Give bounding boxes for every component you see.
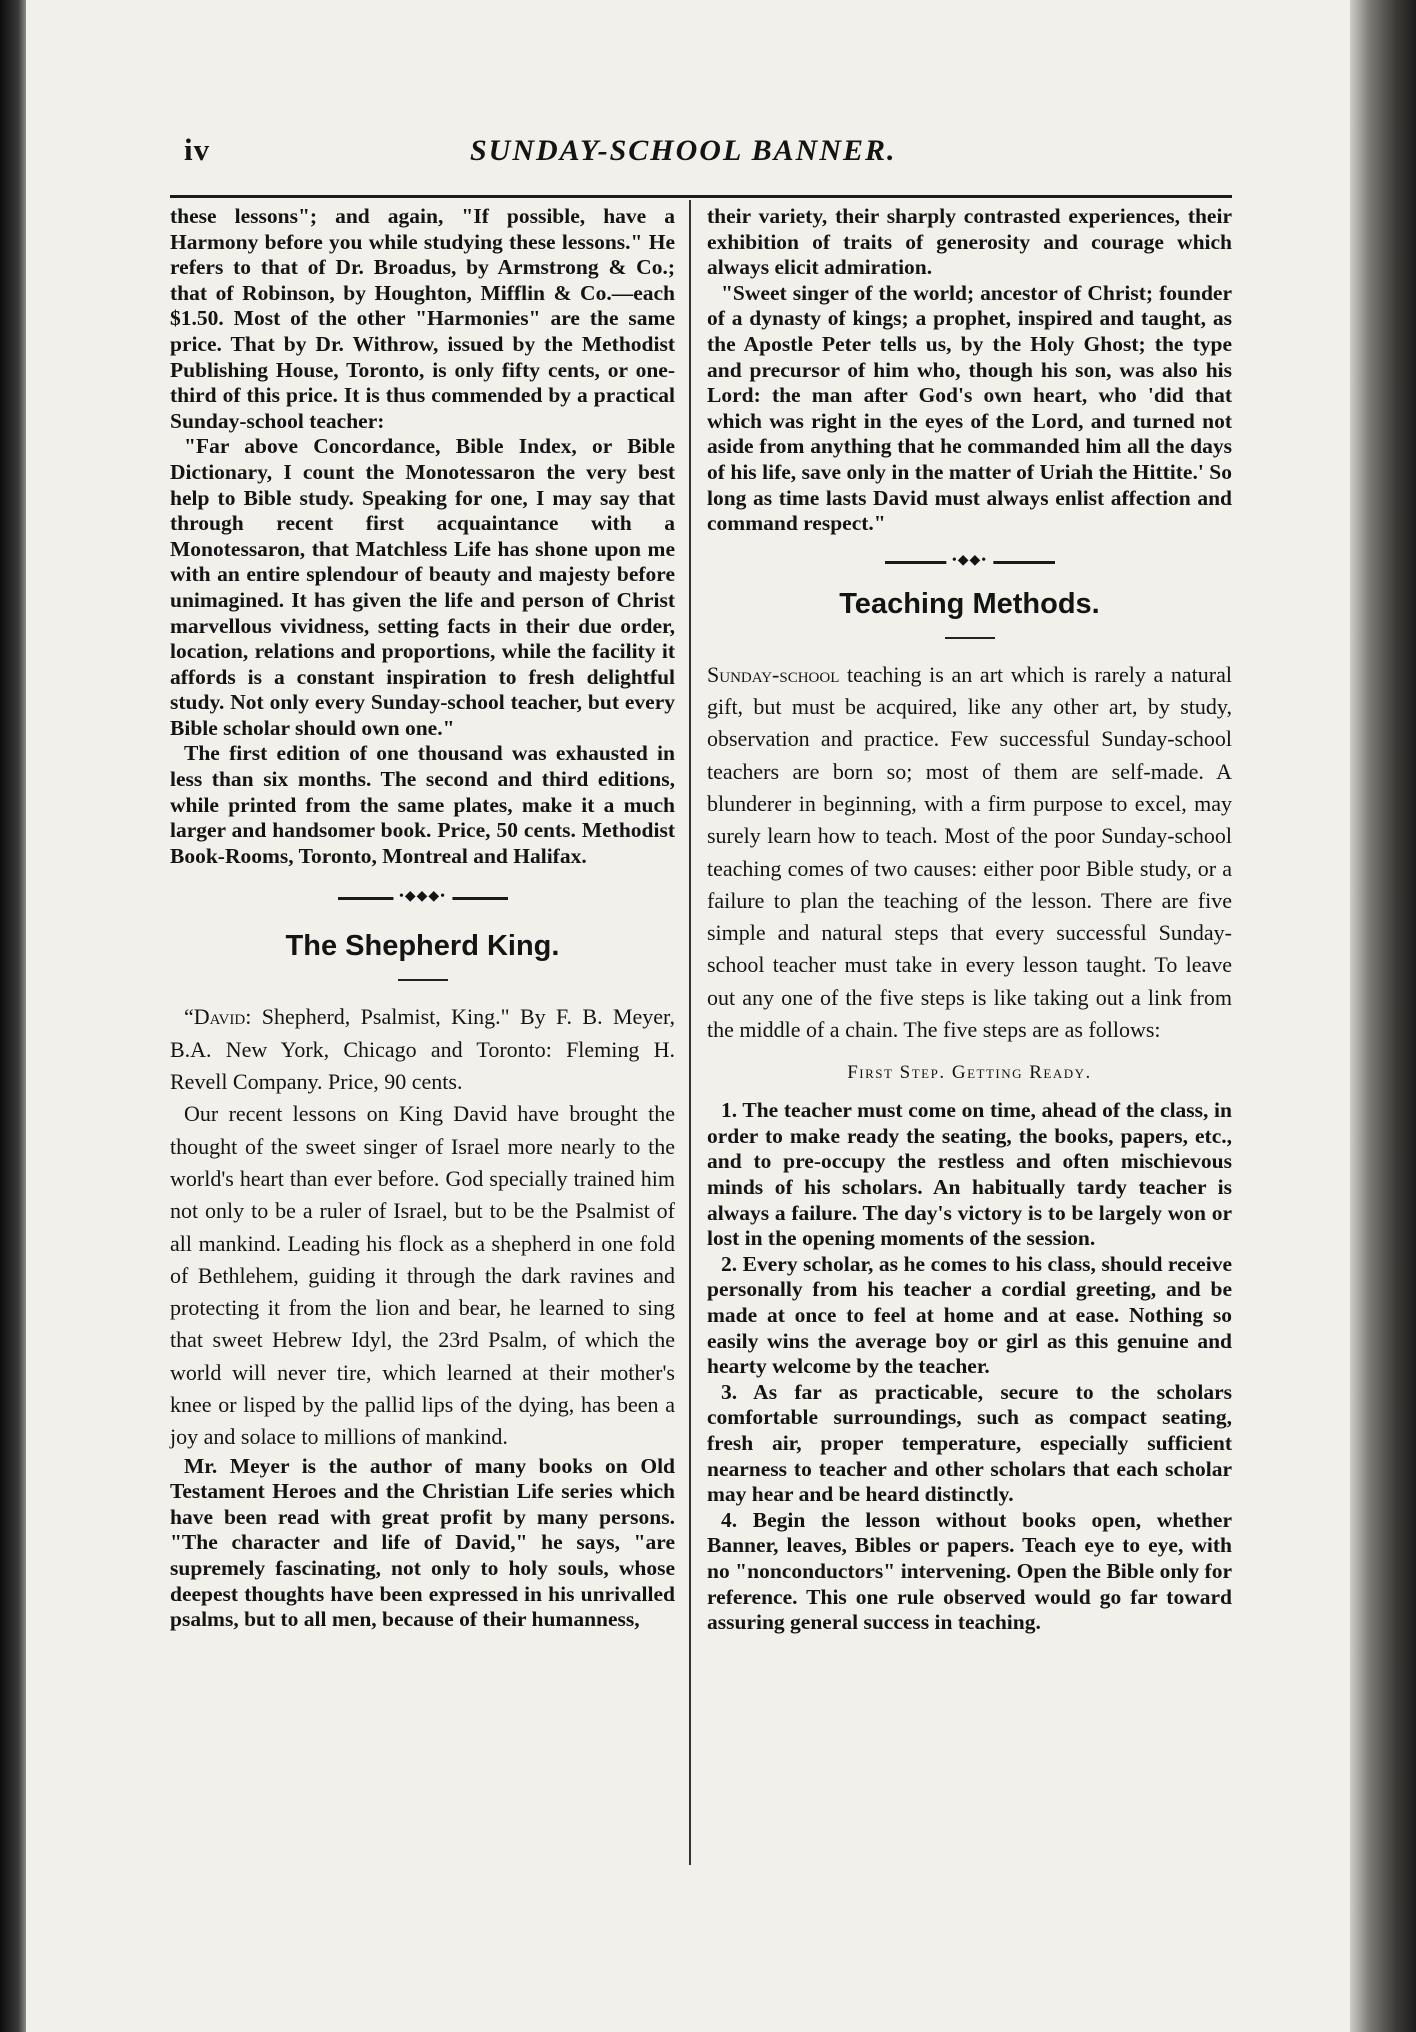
paragraph: Mr. Meyer is the author of many books on Old Testament Heroes and the Christian Life series which have been read with great profit by many persons. "The character and life of David," he says, "are supremely fascinating, not only to holy souls, whose deepest thoughts have been expressed in his unrivalled psalms, but to all men, because of their humanness, (170, 1453, 675, 1632)
quoted-paragraph: "Far above Concordance, Bible Index, or Bible Dictionary, I count the Monotessaron the very best help to Bible study. Speaking for one, I may say that through recent first acquaintance with a Monotessaron, that Matchless Life has shone upon me with an entire splendour of beauty and majesty before unimagined. It has given the life and person of Christ marvellous vividness, setting facts in their due order, location, relations and proportions, while the facility it affords is a constant inspiration to fresh delightful study. Not only every Sunday-school teacher, but every Bible scholar should own one." (170, 434, 675, 740)
right-column (707, 204, 1232, 1636)
intro-text: teaching is an art which is rarely a natural gift, but must be acquired, like any other art, by study, observation and practice. Few successful Sunday-school teachers are born so; most of them are self-made. A blunderer in beginning, with a firm purpose to excel, may surely learn how to teach. Most of the poor Sunday-school teaching comes of two causes: either poor Bible study, or a failure to plan the teaching of the lesson. There are five simple and natural steps that every successful Sunday-school teacher must take in every lesson taught. To leave out any one of the five steps is like taking out a link from the middle of a chain. The five steps are as follows: (707, 661, 1232, 1042)
sub-heading-first-step: First Step. Getting Ready. (847, 1062, 1092, 1084)
paragraph: The first edition of one thousand was exhausted in less than six months. The second and third editions, while printed from the same plates, make it a much larger and handsomer book. Price, 50 cents. Methodist Book-Rooms, Toronto, Montreal and Halifax. (170, 741, 675, 868)
section-title-shepherd-king: The Shepherd King. (285, 930, 560, 963)
header-rule (170, 195, 1232, 198)
scan-right-edge (1350, 0, 1416, 2032)
divider-ornament: •◆◆◆• (393, 885, 452, 909)
column-rule (689, 200, 691, 1865)
title-underline (398, 979, 448, 981)
divider-ornament: •◆◆• (946, 549, 993, 573)
intro-smallcaps: Sunday-school (707, 661, 840, 687)
title-underline (945, 637, 995, 639)
section-divider (170, 881, 675, 915)
running-title: SUNDAY-SCHOOL BANNER. (470, 134, 897, 167)
book-citation: “David: Shepherd, Psalmist, King." By F. B. Meyer, B.A. New York, Chicago and Toronto: Fleming H. Revell Company. Price, 90 cents. (170, 1004, 675, 1095)
page-number: iv (184, 132, 211, 167)
step-item: 3. As far as practicable, secure to the scholars comfortable surroundings, such as compact seating, fresh air, proper temperature, especially sufficient nearness to teacher and other scholars that each scholar may hear and be heard distinctly. (707, 1379, 1232, 1507)
paragraph: these lessons"; and again, "If possible, have a Harmony before you while studying these lessons." He refers to that of Dr. Broadus, by Armstrong & Co.; that of Robinson, by Houghton, Mifflin & Co.—each $1.50. Most of the other "Harmonies" are the same price. That by Dr. Withrow, issued by the Methodist Publishing House, Toronto, is only fifty cents, or one-third of this price. It is thus commended by a practical Sunday-school teacher: (170, 204, 675, 433)
section-divider (707, 545, 1232, 579)
step-item: 4. Begin the lesson without books open, whether Banner, leaves, Bibles or papers. Teach eye to eye, with no "nonconductors" intervening. Open the Bible only for reference. This one rule observed would go far toward assuring general success in teaching. (707, 1507, 1232, 1635)
scan-left-edge (0, 0, 26, 2032)
quoted-paragraph: "Sweet singer of the world; ancestor of Christ; founder of a dynasty of kings; a prophet, inspired and taught, as the Apostle Peter tells us, by the Holy Ghost; the type and precursor of him who, though his son, was also his Lord: the man after God's own heart, who 'did that which was right in the eyes of the Lord, and turned not aside from anything that he commanded him all the days of his life, save only in the matter of Uriah the Hittite.' So long as time lasts David must always enlist affection and command respect." (707, 280, 1232, 536)
citation-smallcaps: David (193, 1004, 246, 1030)
step-item: 2. Every scholar, as he comes to his class, should receive personally from his teacher a cordial greeting, and be made at once to feel at home and at ease. Nothing so easily wins the average boy or girl as this genuine and hearty welcome by the teacher. (707, 1251, 1232, 1379)
section-title-teaching-methods: Teaching Methods. (839, 587, 1100, 620)
step-item: 1. The teacher must come on time, ahead of the class, in order to make ready the seating, the books, papers, etc., and to pre-occupy the restless and often mischievous minds of his scholars. An habitually tardy teacher is always a failure. The day's victory is to be largely won or lost in the opening moments of the session. (707, 1098, 1232, 1251)
paragraph (707, 659, 1232, 1047)
citation-text: : Shepherd, Psalmist, King." By F. B. Meyer, B.A. New York, Chicago and Toronto: Fleming H. Revell Company. Price, 90 cents. (170, 1004, 675, 1095)
paragraph: Our recent lessons on King David have brought the thought of the sweet singer of Israel more nearly to the world's heart than ever before. God specially trained him not only to be a ruler of Israel, but to be the Psalmist of all mankind. Leading his flock as a shepherd in one fold of Bethlehem, guiding it through the dark ravines and protecting it from the lion and bear, he learned to sing that sweet Hebrew Idyl, the 23rd Psalm, of which the world will never tire, which learned at their mother's knee or lisped by the pallid lips of the dying, has been a joy and solace to millions of mankind. (170, 1101, 675, 1450)
paragraph: their variety, their sharply contrasted experiences, their exhibition of traits of generosity and courage which always elicit admiration. (707, 204, 1232, 280)
left-column (170, 204, 675, 1633)
